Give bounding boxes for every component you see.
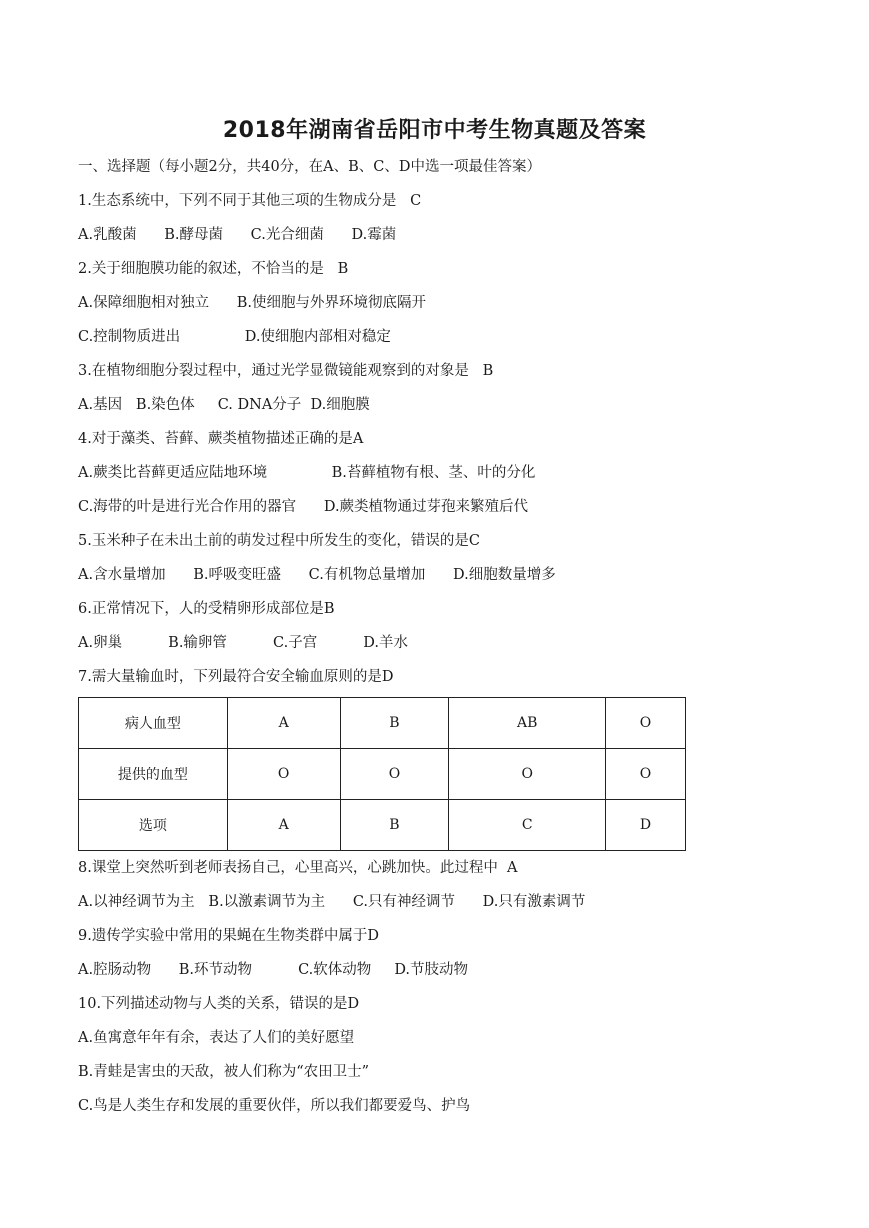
table-row — [79, 800, 686, 851]
option-line: A.蕨类比苔藓更适应陆地环境 B.苔藓植物有根、茎、叶的分化 — [78, 465, 536, 481]
table-cell: 选项 — [79, 800, 228, 851]
table-cell: D — [606, 800, 686, 851]
table-cell: B — [340, 800, 449, 851]
question-line: 7.需大量输血时，下列最符合安全输血原则的是D — [78, 669, 394, 685]
option-line: C.鸟是人类生存和发展的重要伙伴，所以我们都要爱鸟、护鸟 — [78, 1098, 471, 1114]
question-line: 2.关于细胞膜功能的叙述，不恰当的是 B — [78, 261, 349, 277]
table-cell: 提供的血型 — [79, 749, 228, 800]
page-title: 2018年湖南省岳阳市中考生物真题及答案 — [222, 118, 647, 143]
table-cell: B — [340, 698, 449, 749]
question-line: 8.课堂上突然听到老师表扬自己，心里高兴，心跳加快。此过程中 A — [78, 860, 518, 876]
table-cell: O — [340, 749, 449, 800]
table-cell: O — [449, 749, 606, 800]
option-line: B.青蛙是害虫的天敌，被人们称为“农田卫士” — [78, 1064, 370, 1080]
table-cell: A — [227, 698, 340, 749]
table-cell: AB — [449, 698, 606, 749]
table-cell: 病人血型 — [79, 698, 228, 749]
table-cell: O — [606, 698, 686, 749]
table-cell: O — [606, 749, 686, 800]
option-line: C.海带的叶是进行光合作用的器官 D.蕨类植物通过芽孢来繁殖后代 — [78, 499, 529, 515]
question-line: 9.遗传学实验中常用的果蝇在生物类群中属于D — [78, 928, 379, 944]
option-line: A.以神经调节为主 B.以激素调节为主 C.只有神经调节 D.只有激素调节 — [78, 894, 586, 910]
option-line: A.乳酸菌 B.酵母菌 C.光合细菌 D.霉菌 — [78, 227, 397, 243]
option-line: A.含水量增加 B.呼吸变旺盛 C.有机物总量增加 D.细胞数量增多 — [78, 567, 556, 583]
table-cell: A — [227, 800, 340, 851]
question-line: 1.生态系统中，下列不同于其他三项的生物成分是 C — [78, 193, 422, 209]
table-cell: O — [227, 749, 340, 800]
section-heading: 一、选择题（每小题2分，共40分，在A、B、C、D中选一项最佳答案） — [78, 159, 542, 175]
table-cell: C — [449, 800, 606, 851]
question-line: 5.玉米种子在未出土前的萌发过程中所发生的变化，错误的是C — [78, 533, 480, 549]
option-line: A.保障细胞相对独立 B.使细胞与外界环境彻底隔开 — [78, 295, 426, 311]
option-line: A.鱼寓意年年有余，表达了人们的美好愿望 — [78, 1030, 355, 1046]
table-row — [79, 749, 686, 800]
question-line: 6.正常情况下，人的受精卵形成部位是B — [78, 601, 335, 617]
option-line: C.控制物质进出 D.使细胞内部相对稳定 — [78, 329, 391, 345]
question-line: 10.下列描述动物与人类的关系，错误的是D — [78, 996, 360, 1012]
blood-type-table — [78, 697, 686, 851]
option-line: A.卵巢 B.输卵管 C.子宫 D.羊水 — [78, 635, 409, 651]
table-row — [79, 698, 686, 749]
option-line: A.基因 B.染色体 C. DNA分子 D.细胞膜 — [78, 397, 370, 413]
question-line: 3.在植物细胞分裂过程中，通过光学显微镜能观察到的对象是 B — [78, 363, 494, 379]
question-line: 4.对于藻类、苔藓、蕨类植物描述正确的是A — [78, 431, 364, 447]
option-line: A.腔肠动物 B.环节动物 C.软体动物 D.节肢动物 — [78, 962, 469, 978]
